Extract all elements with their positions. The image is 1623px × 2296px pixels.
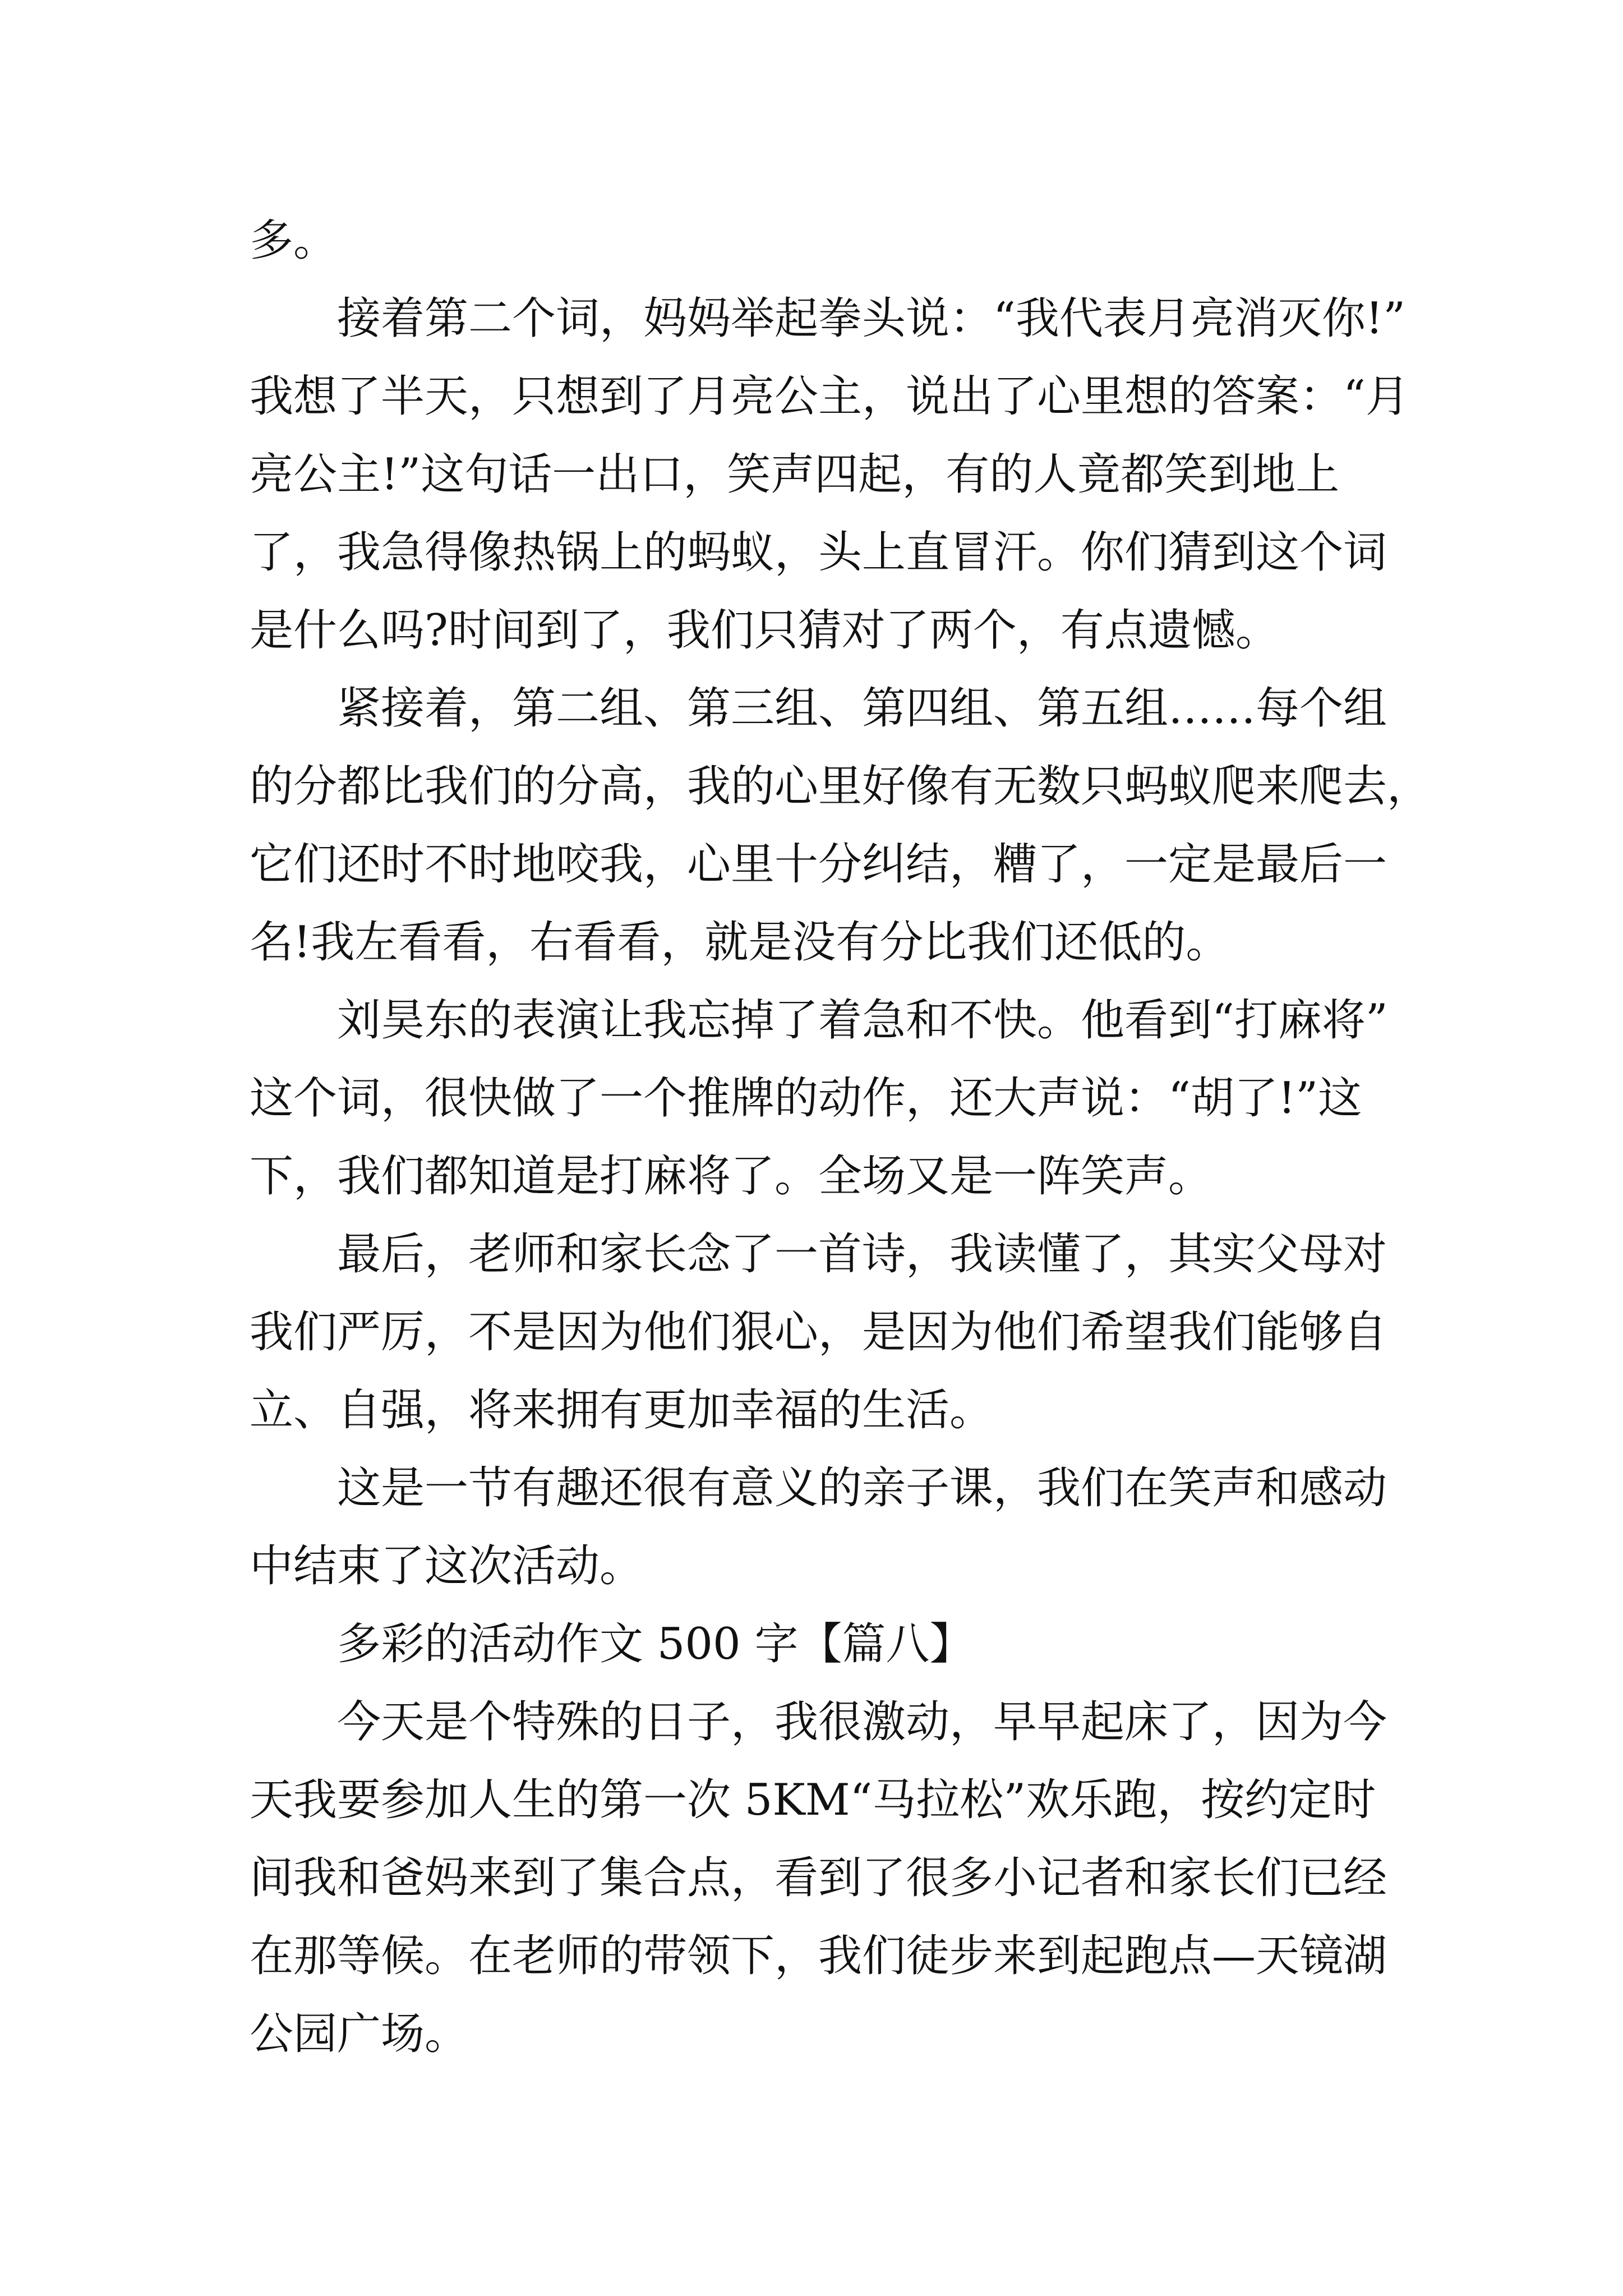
text-line: 今天是个特殊的日子，我很激动，早早起床了，因为今 [250, 1697, 1387, 1747]
text-line: 中结束了这次活动。 [250, 1541, 644, 1591]
text-line: 天我要参加人生的第一次 5KM“马拉松”欢乐跑，按约定时 [250, 1775, 1376, 1825]
text-line: 这个词，很快做了一个推牌的动作，还大声说：“胡了!”这 [250, 1073, 1362, 1124]
text-line: 刘昊东的表演让我忘掉了着急和不快。他看到“打麻将” [250, 995, 1388, 1046]
text-line: 间我和爸妈来到了集合点，看到了很多小记者和家长们已经 [250, 1853, 1387, 1903]
text-line: 亮公主!”这句话一出口，笑声四起，有的人竟都笑到地上 [250, 449, 1340, 500]
text-line: 接着第二个词，妈妈举起拳头说：“我代表月亮消灭你!” [250, 293, 1406, 344]
text-line: 这是一节有趣还很有意义的亲子课，我们在笑声和感动 [250, 1463, 1387, 1513]
text-line: 名!我左看看，右看看，就是没有分比我们还低的。 [250, 917, 1230, 968]
section-heading: 多彩的活动作文 500 字【篇八】 [250, 1619, 974, 1669]
text-line: 最后，老师和家长念了一首诗，我读懂了，其实父母对 [250, 1229, 1387, 1280]
text-line: 的分都比我们的分高，我的心里好像有无数只蚂蚁爬来爬去， [250, 761, 1431, 812]
text-line: 是什么吗?时间到了，我们只猜对了两个，有点遗憾。 [250, 605, 1279, 656]
document-body [250, 202, 1431, 2073]
text-line: 多。 [250, 215, 338, 266]
text-line: 下，我们都知道是打麻将了。全场又是一阵笑声。 [250, 1151, 1212, 1202]
text-line: 公园广场。 [250, 2009, 469, 2059]
text-line: 紧接着，第二组、第三组、第四组、第五组……每个组 [250, 683, 1387, 734]
text-line: 它们还时不时地咬我，心里十分纠结，糟了，一定是最后一 [250, 839, 1387, 890]
text-line: 立、自强，将来拥有更加幸福的生活。 [250, 1385, 994, 1435]
text-line: 我们严厉，不是因为他们狠心，是因为他们希望我们能够自 [250, 1307, 1387, 1358]
text-line: 在那等候。在老师的带领下，我们徒步来到起跑点—天镜湖 [250, 1931, 1387, 1981]
text-line: 了，我急得像热锅上的蚂蚁，头上直冒汗。你们猜到这个词 [250, 527, 1387, 578]
text-line: 我想了半天，只想到了月亮公主，说出了心里想的答案：“月 [250, 371, 1409, 422]
